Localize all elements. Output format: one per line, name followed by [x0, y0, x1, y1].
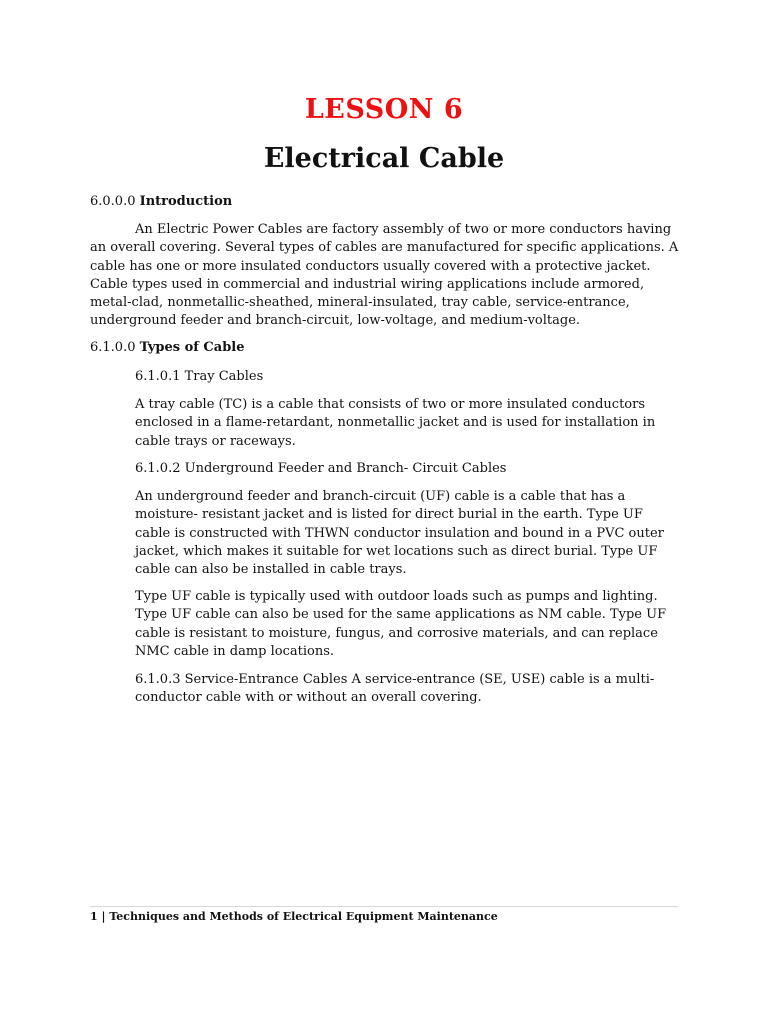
intro-paragraph	[90, 221, 688, 331]
lesson-title: LESSON 6	[304, 94, 464, 125]
uf-cables-heading: 6.1.0.2 Underground Feeder and Branch- Circuit Cables	[135, 461, 507, 476]
page-footer	[90, 910, 498, 923]
types-heading	[90, 340, 245, 355]
intro-title: Introduction	[139, 194, 233, 209]
uf-cables-paragraph-2: Type UF cable is typically used with outdoor loads such as pumps and lighting. Type UF cable can also be used for the same applications as NM cable. Type UF cable is resistant to moisture, fungus, and corrosive materials, and can replace NMC cable in damp locations.	[135, 589, 667, 659]
page-number: 1	[90, 910, 98, 923]
intro-text: An Electric Power Cables are factory assembly of two or more conductors having an overall covering. Several types of cables are manufactured for specific applications. A cable has one or more insulated conductors usually covered with a protective jacket. Cable types used in commercial and industrial wiring applications include armored, metal-clad, nonmetallic-sheathed, mineral-insulated, tray cable, service-entrance, underground feeder and branch-circuit, low-voltage, and medium-voltage.	[90, 222, 679, 329]
types-number: 6.1.0.0	[90, 340, 136, 355]
footer-text: Techniques and Methods of Electrical Equipment Maintenance	[109, 910, 498, 923]
service-entrance-paragraph: 6.1.0.3 Service-Entrance Cables A service-entrance (SE, USE) cable is a multi-conductor cable with or without an overall covering.	[135, 672, 655, 706]
intro-heading	[90, 194, 232, 209]
types-title: Types of Cable	[139, 340, 245, 355]
uf-cables-paragraph-1: An underground feeder and branch-circuit (UF) cable is a cable that has a moisture- resistant jacket and is listed for direct burial in the earth. Type UF cable is constructed with THWN conductor insulation and bound in a PVC outer jacket, which makes it suitable for wet locations such as direct burial. Type UF cable can also be installed in cable trays.	[135, 489, 664, 578]
tray-cables-paragraph: A tray cable (TC) is a cable that consists of two or more insulated conductors enclosed in a flame-retardant, nonmetallic jacket and is used for installation in cable trays or raceways.	[135, 397, 656, 449]
footer-separator: |	[101, 910, 106, 923]
document-title: Electrical Cable	[263, 143, 505, 174]
intro-number: 6.0.0.0	[90, 194, 136, 209]
tray-cables-heading: 6.1.0.1 Tray Cables	[135, 369, 264, 384]
footer-divider	[90, 906, 678, 907]
